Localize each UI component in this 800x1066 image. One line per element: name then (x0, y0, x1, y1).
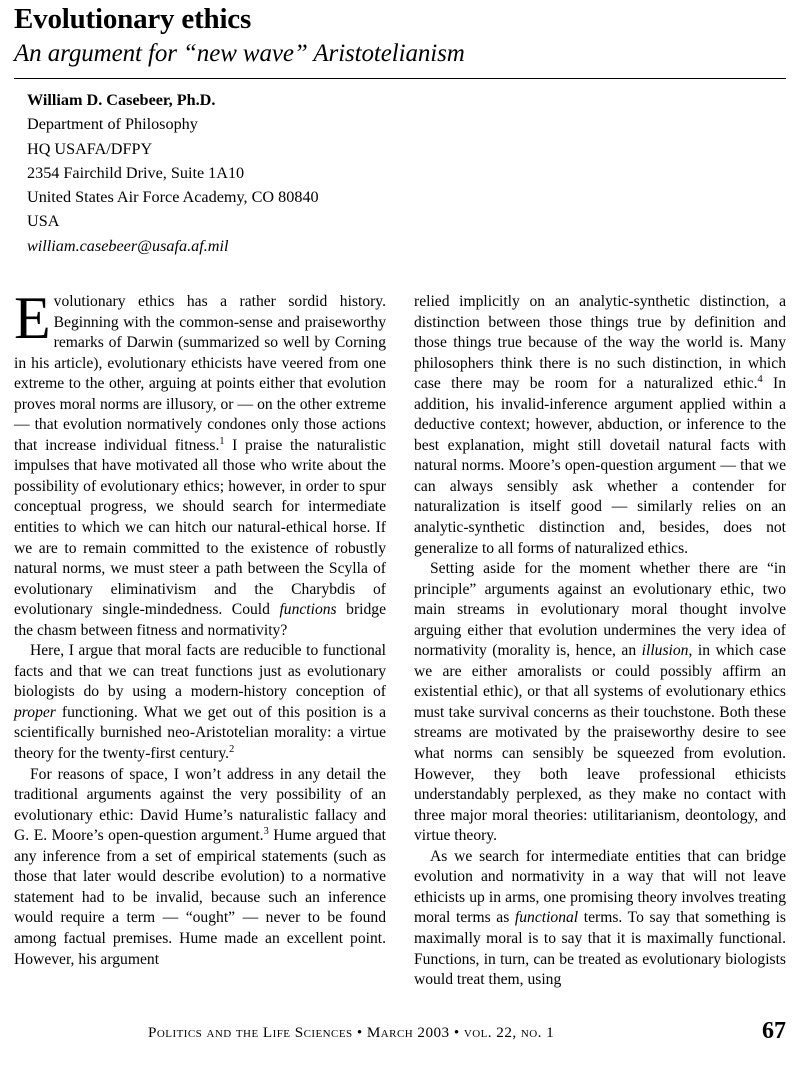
emphasis-illusion: illusion (641, 642, 689, 660)
author-name: William D. Casebeer, Ph.D. (27, 91, 216, 109)
header-divider (14, 78, 786, 79)
paragraph-text: In addition, his invalid-inference argument applied within a deductive context; however, abduction, or inference to the best explanation, might still dovetail natural facts with natural norms. Moore’s open-question argument — that we can always sensibly ask whether a contender for naturalization is itself good — similarly relies on an analytic-synthetic distinction and, besides, does not generalize to all forms of naturalized ethics. (414, 375, 786, 557)
paragraph-text: terms. To say that something is maximally moral is to say that it is maximally functional. Functions, in turn, can be treated as evolutionary biologists would treat them, using (414, 909, 786, 989)
author-department: Department of Philosophy (27, 115, 198, 134)
paragraph-left-1 (14, 285, 386, 641)
paragraph-text: For reasons of space, I won’t address in any detail the traditional arguments against the very possibility of an evolutionary ethic: David Hume’s naturalistic fallacy and G. E. Moore’s open-question argument. (14, 765, 386, 845)
author-city-state-zip: United States Air Force Academy, CO 80840 (27, 188, 319, 207)
paragraph-text: As we search for intermediate entities that can bridge evolution and normativity in a way that will not leave ethicists up in arms, one promising theory involves treating moral terms as (414, 847, 786, 927)
paragraph-left-3 (14, 765, 386, 970)
footnote-marker-3[interactable]: 3 (263, 826, 269, 838)
paragraph-text: volutionary ethics has a rather sordid history. Beginning with the common-sense and praiseworthy remarks of Darwin (summarized so well by Corning in his article), evolutionary ethicists have veered from one extreme to the other, arguing at points either that evolution proves moral norms are illusory, or — on the other extreme — that evolution normatively condones only those actions that increase individual fitness. (14, 293, 386, 454)
page-footer (14, 1018, 786, 1052)
paragraph-text: relied implicitly on an analytic-synthetic distinction, a distinction between those things true by definition and those things true because of the way the world is. Many philosophers think there is no such distinction, in which case there may be room for a naturalized ethic. (414, 293, 786, 393)
paragraph-text: bridge the chasm between fitness and normativity? (14, 601, 386, 639)
paragraph-left-2 (14, 641, 386, 764)
author-email: william.casebeer@usafa.af.mil (27, 236, 229, 255)
author-street: 2354 Fairchild Drive, Suite 1A10 (27, 163, 245, 182)
author-affiliation-block (27, 88, 547, 258)
paragraph-text: Setting aside for the moment whether there are “in principle” arguments against an evolutionary ethic, two main streams in evolutionary moral thought involve arguing either that evolution undermines the very idea of normativity (morality is, hence, an (414, 560, 786, 660)
emphasis-functions: functions (279, 601, 337, 619)
author-country: USA (27, 212, 60, 231)
footnote-marker-1[interactable]: 1 (219, 435, 225, 447)
emphasis-functional: functional (514, 909, 579, 927)
author-office: HQ USAFA/DFPY (27, 139, 153, 158)
footnote-marker-2[interactable]: 2 (229, 743, 235, 755)
paragraph-text: Hume argued that any inference from a set of empirical statements (such as those that later would describe evolution) to a normative statement had to be invalid, because such an inference would require a term — “ought” — never to be found among factual premises. Hume made an excellent point. However, his argument (14, 827, 386, 968)
paragraph-right-1 (414, 292, 786, 559)
article-header (14, 4, 786, 87)
body-columns (14, 285, 786, 1002)
paragraph-text: Here, I argue that moral facts are reducible to functional facts and that we can treat functions just as evolutionary biologists do by using a modern-history conception of (14, 642, 386, 701)
emphasis-proper: proper (14, 703, 56, 721)
paragraph-text: , in which case we are either amoralists or could possibly affirm an existential ethic), or that all systems of evolutionary ethics must take survival concerns as their touchstone. Both these streams are motivated by the praiseworthy desire to see what norms can sensibly be squeezed from evolution. However, they both leave professional ethicists understandably perplexed, as they make no contact with three major moral theories: utilitarianism, deontology, and virtue theory. (414, 642, 786, 845)
footnote-marker-4[interactable]: 4 (757, 374, 763, 385)
paragraph-right-3 (414, 847, 786, 991)
journal-citation: Politics and the Life Sciences • March 2003 • vol. 22, no. 1 (148, 1024, 555, 1041)
drop-cap: E (14, 285, 51, 351)
paragraph-text: I praise the naturalistic impulses that have motivated all those who write about the possibility of evolutionary ethics; however, in order to spur conceptual progress, we should search for intermediate entities to which we can hitch our natural-ethical horse. If we are to remain committed to the existence of robustly natural norms, we must steer a path between the Scylla of evolutionary eliminativism and the Charybdis of evolutionary single-mindedness. Could (14, 436, 386, 619)
left-column (14, 285, 386, 970)
right-column (414, 292, 786, 991)
page-title: Evolutionary ethics (14, 3, 252, 35)
page-number: 67 (762, 1018, 786, 1044)
paragraph-text: functioning. What we get out of this position is a scientifically burnished neo-Aristotelian morality: a virtue theory for the twenty-first century. (14, 703, 386, 763)
article-subtitle: An argument for “new wave” Aristotelianism (14, 40, 465, 68)
paragraph-right-2 (414, 559, 786, 847)
